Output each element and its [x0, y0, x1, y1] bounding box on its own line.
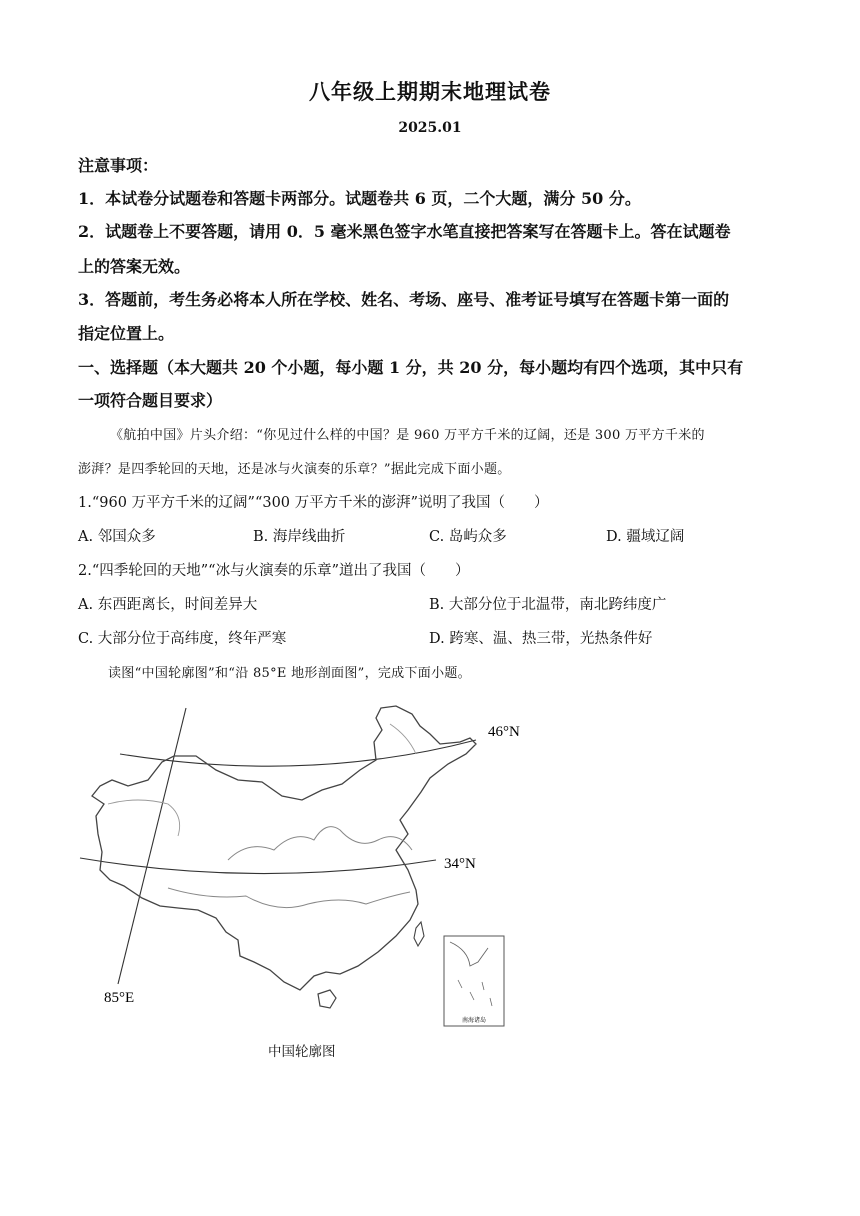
internal-boundary — [108, 800, 180, 836]
label-34n: 34°N — [444, 856, 476, 872]
latitude-34n-line — [80, 858, 436, 874]
latitude-46n-line — [120, 740, 476, 766]
notice-item-1: 1．本试卷分试题卷和答题卡两部分。试题卷共 6 页，二个大题，满分 50 分。 — [78, 189, 641, 208]
south-china-sea-inset-frame — [444, 936, 504, 1026]
notice-item-2-line2: 上的答案无效。 — [78, 257, 191, 276]
notice-heading: 注意事项： — [78, 156, 159, 175]
hainan-island — [318, 990, 336, 1008]
china-outline-map — [78, 700, 548, 1040]
taiwan-island — [414, 922, 424, 946]
page-title: 八年级上期期末地理试卷 — [309, 79, 551, 104]
question-2-option-a: A. 东西距离长，时间差异大 — [78, 597, 258, 613]
china-border — [92, 706, 476, 990]
label-85e: 85°E — [104, 990, 135, 1006]
notice-item-3-line2: 指定位置上。 — [78, 324, 175, 343]
inset-label: 南海诸岛 — [461, 1017, 487, 1024]
notice-item-3-line1: 3．答题前，考生务必将本人所在学校、姓名、考场、座号、准考证号填写在答题卡第一面的 — [78, 290, 730, 309]
map-caption: 中国轮廓图 — [268, 1044, 336, 1060]
question-1-stem: 1.“960 万平方千米的辽阔”“300 万平方千米的澎湃”说明了我国（ ） — [78, 495, 549, 511]
exam-date: 2025.01 — [398, 120, 462, 136]
yangtze-river — [168, 888, 410, 908]
passage-2-line1: 读图“中国轮廓图”和“沿 85°E 地形剖面图”，完成下面小题。 — [108, 666, 471, 681]
section-1-heading-line1: 一、选择题（本大题共 20 个小题，每小题 1 分，共 20 分，每小题均有四个选项，其中只有 — [78, 358, 744, 377]
question-2-option-c: C. 大部分位于高纬度，终年严寒 — [78, 631, 287, 647]
internal-boundary-east — [390, 724, 416, 754]
question-1-option-c: C. 岛屿众多 — [429, 529, 507, 545]
label-46n: 46°N — [488, 724, 520, 740]
yellow-river — [228, 827, 412, 860]
question-2-option-d: D. 跨寒、温、热三带，光热条件好 — [429, 631, 653, 647]
passage-1-line2: 澎湃？是四季轮回的天地，还是冰与火演奏的乐章？”据此完成下面小题。 — [78, 462, 511, 477]
passage-1-line1: 《航拍中国》片头介绍：“你见过什么样的中国？是 960 万平方千米的辽阔，还是 300 万平方千米的 — [110, 428, 705, 443]
section-1-heading-line2: 一项符合题目要求） — [78, 391, 223, 410]
question-2-option-b: B. 大部分位于北温带，南北跨纬度广 — [429, 597, 667, 613]
meridian-85e-line — [118, 708, 186, 984]
question-2-stem: 2.“四季轮回的天地”“冰与火演奏的乐章”道出了我国（ ） — [78, 563, 470, 579]
question-1-option-b: B. 海岸线曲折 — [253, 529, 346, 545]
notice-item-2-line1: 2．试题卷上不要答题，请用 0．5 毫米黑色签字水笔直接把答案写在答题卡上。答在试题卷 — [78, 222, 731, 241]
question-1-option-d: D. 疆域辽阔 — [606, 529, 685, 545]
question-1-option-a: A. 邻国众多 — [78, 529, 156, 545]
